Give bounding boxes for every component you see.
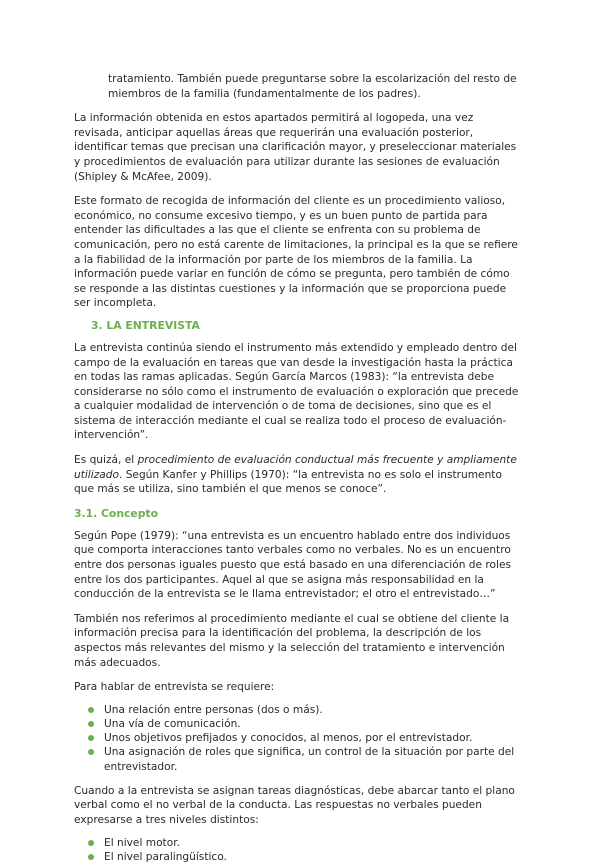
- bullet-icon: [88, 707, 94, 713]
- bullet-icon: [88, 735, 94, 741]
- list-item: Una relación entre personas (dos o más).: [88, 703, 522, 717]
- requirements-list: [74, 703, 522, 774]
- paragraph-information-use: La información obtenida en estos apartados permitirá al logopeda, una vez revisada, anticipar aquellas áreas que requerirán una evaluación posterior, identificar temas que precisan una clarificación mayor, y preseleccionar materiales y procedimientos de evaluación para utilizar durante las sesiones de evaluación (Shipley & McAfee, 2009).: [74, 112, 517, 183]
- paragraph-pope-definition: Según Pope (1979): “una entrevista es un encuentro hablado entre dos individuos que comporta interacciones tanto verbales como no verbales. No es un encuentro entre dos personas iguales puesto que está basado en una diferenciación de roles entre los dos participantes. Aquel al que se asigna más responsabilidad en la conducción de la entrevista se le llama entrevistador; el otro el entrevistado…”: [74, 529, 511, 601]
- bullet-icon: [88, 721, 94, 727]
- paragraph-requisitos-intro: Para hablar de entrevista se requiere:: [74, 681, 275, 694]
- paragraph-format-limitations: Este formato de recogida de información del cliente es un procedimiento valioso, económico, no consume excesivo tiempo, y es un buen punto de partida para entender las dificultades a las que el cliente se enfrenta con su problema de comunicación, pero no está carente de limitaciones, la principal es la que se refiere a la fiabilidad de la información por parte de los miembros de la familia. La información puede variar en función de cómo se pregunta, pero también de cómo se responde a las distintas cuestiones y la información que se proporciona puede ser incompleta.: [74, 195, 518, 310]
- bullet-icon: [88, 854, 94, 860]
- p5-start: Es quizá, el: [74, 454, 138, 467]
- list-item: El nivel paralingüístico.: [88, 850, 522, 864]
- bullet-icon: [88, 840, 94, 846]
- subsection-heading-concepto: 3.1. Concepto: [74, 506, 159, 520]
- p5-italic: procedimiento de evaluación conductual más frecuente y ampliamente utilizado: [74, 454, 517, 481]
- paragraph-procedimiento: También nos referimos al procedimiento mediante el cual se obtiene del cliente la información precisa para la identificación del problema, la descripción de los aspectos más relevantes del mismo y la selección del tratamiento e intervención más adecuados.: [74, 612, 510, 669]
- list-item: Unos objetivos prefijados y conocidos, al menos, por el entrevistador.: [88, 731, 522, 745]
- section-heading-la-entrevista: 3. LA ENTREVISTA: [91, 318, 200, 332]
- paragraph-continuation: tratamiento. También puede preguntarse sobre la escolarización del resto de miembros de la familia (fundamentalmente de los padres).: [108, 73, 517, 100]
- paragraph-entrevista-intro: La entrevista continúa siendo el instrumento más extendido y empleado dentro del campo de la evaluación en tareas que van desde la investigación hasta la práctica en todas las ramas aplicadas. Según García Marcos (1983): “la entrevista debe considerarse no sólo como el instrumento de evaluación o exploración que precede a cualquier modalidad de intervención o de toma de decisiones, sino que es el sistema de interacción mediante el cual se realiza todo el proceso de evaluación-intervención”.: [74, 341, 519, 442]
- list-item: El nivel motor.: [88, 836, 522, 850]
- p5-end: . Según Kanfer y Phillips (1970): “la entrevista no es solo el instrumento que más se utiliza, sino también el que menos se conoce”.: [74, 468, 502, 496]
- bullet-icon: [88, 749, 94, 755]
- list-item: Una asignación de roles que significa, un control de la situación por parte del entrevistador.: [88, 745, 522, 773]
- list-item: Una vía de comunicación.: [88, 717, 522, 731]
- levels-list: [74, 836, 522, 864]
- paragraph-diagnostic-levels: Cuando a la entrevista se asignan tareas diagnósticas, debe abarcar tanto el plano verbal como el no verbal de la conducta. Las respuestas no verbales pueden expresarse a tres niveles distintos:: [74, 784, 515, 826]
- paragraph-quiza: [74, 453, 522, 497]
